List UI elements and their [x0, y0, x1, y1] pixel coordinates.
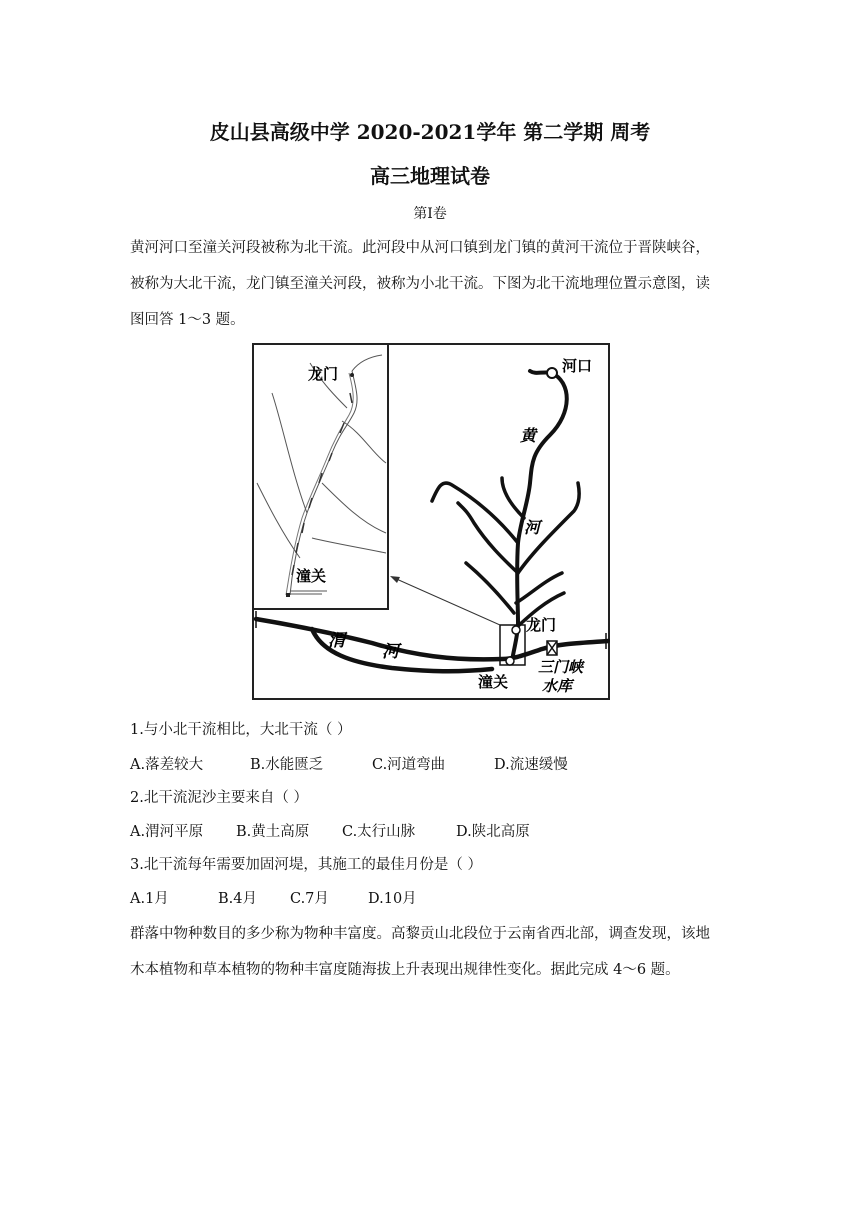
label-huang: 黄: [520, 426, 537, 445]
q1-option-d: D.流速缓慢: [494, 757, 568, 773]
longmen-point: [512, 626, 520, 634]
hekou-point: [547, 368, 557, 378]
paragraph-line: 群落中物种数目的多少称为物种丰富度。高黎贡山北段位于云南省西北部，调查发现，该地: [130, 926, 710, 942]
inset-longmen-point: [350, 373, 354, 377]
q3-option-b: B.4月: [218, 891, 257, 907]
paragraph-line: 木本植物和草本植物的物种丰富度随海拔上升表现出规律性变化。据此完成 4～6 题。: [130, 962, 680, 978]
label-wei: 渭: [328, 631, 345, 651]
label-sanmenxia: 三门峡: [538, 658, 584, 676]
intro-paragraph-1: [130, 230, 730, 338]
paragraph-line: 被称为大北干流，龙门镇至潼关河段，被称为小北干流。下图为北干流地理位置示意图，读: [130, 276, 710, 292]
yellow-river-map: [252, 343, 610, 700]
paragraph-line: 黄河河口至潼关河段被称为北干流。此河段中从河口镇到龙门镇的黄河干流位于晋陕峡谷，: [130, 240, 710, 256]
label-longmen: 龙门: [526, 616, 557, 634]
question-1: 1.与小北干流相比，大北干流（ ）: [130, 722, 352, 738]
label-hekou: 河口: [562, 357, 593, 375]
question-3: 3.北干流每年需要加固河堤，其施工的最佳月份是（ ）: [130, 857, 482, 873]
label-shuiku: 水库: [542, 677, 573, 695]
question-2: 2.北干流泥沙主要来自（ ）: [130, 790, 308, 806]
inset-tongguan-point: [286, 593, 290, 597]
q3-option-c: C.7月: [290, 891, 329, 907]
q2-option-c: C.太行山脉: [342, 824, 416, 840]
sanmenxia-dam-icon: [547, 641, 557, 655]
q2-option-d: D.陕北高原: [456, 824, 530, 840]
exam-subtitle: 高三地理试卷: [370, 164, 490, 188]
q2-option-b: B.黄土高原: [236, 824, 310, 840]
intro-paragraph-2: [130, 916, 730, 988]
q3-option-d: D.10月: [368, 891, 417, 907]
label-wei-he: 河: [382, 642, 399, 662]
inset-label-tongguan: 潼关: [296, 567, 327, 585]
exam-title: 皮山县高级中学 2020-2021学年 第二学期 周考: [209, 120, 651, 144]
paragraph-line: 图回答 1～3 题。: [130, 312, 245, 328]
label-tongguan: 潼关: [478, 673, 509, 691]
q2-option-a: A.渭河平原: [130, 824, 204, 840]
q3-option-a: A.1月: [130, 891, 169, 907]
label-he: 河: [524, 518, 541, 537]
q1-option-a: A.落差较大: [130, 757, 204, 773]
tongguan-point: [506, 657, 514, 665]
q1-option-c: C.河道弯曲: [372, 757, 446, 773]
q1-option-b: B.水能匮乏: [250, 757, 324, 773]
inset-label-longmen: 龙门: [308, 365, 339, 383]
section-label: 第Ⅰ卷: [413, 206, 447, 222]
